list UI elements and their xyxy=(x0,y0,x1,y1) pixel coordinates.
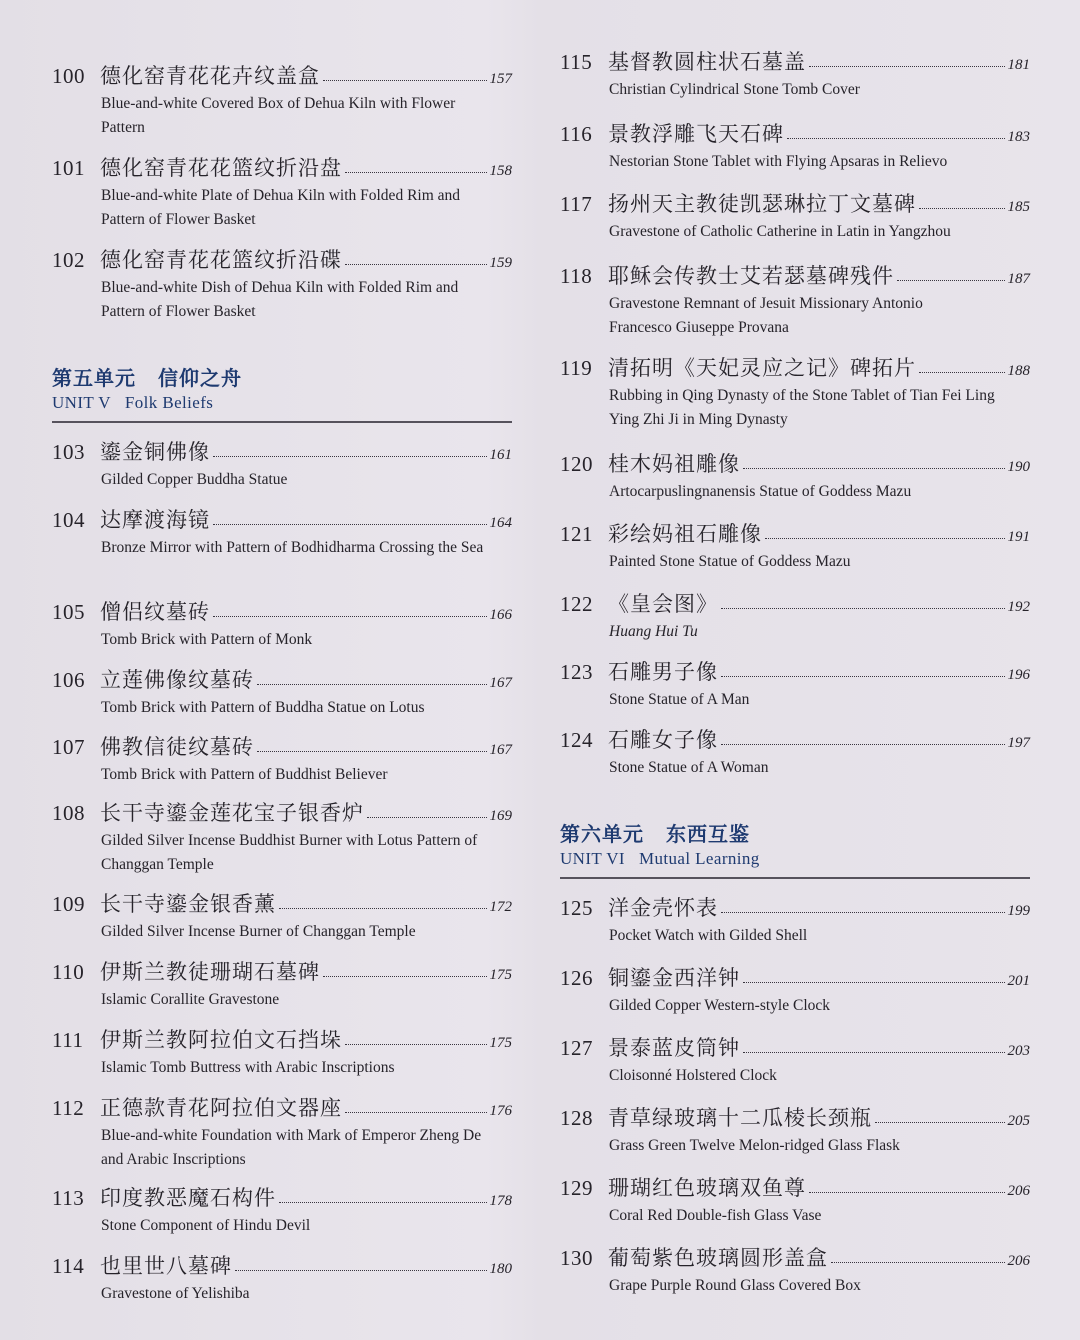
list-item xyxy=(560,46,1030,102)
item-page: 175 xyxy=(489,1035,512,1051)
item-title-cn: 石雕女子像 xyxy=(608,728,718,752)
list-item xyxy=(52,152,512,232)
leader-dots xyxy=(279,1202,487,1203)
item-title-en: Gilded Silver Incense Buddhist Burner with Lotus Pattern of Changgan Temple xyxy=(101,832,478,873)
item-number: 124 xyxy=(560,728,593,752)
item-number: 119 xyxy=(560,356,593,380)
item-title-en: Artocarpuslingnanensis Statue of Goddess Mazu xyxy=(609,483,912,500)
list-item xyxy=(560,448,1030,504)
list-item xyxy=(560,724,1030,780)
list-item xyxy=(52,956,512,1012)
item-title-cn: 景泰蓝皮筒钟 xyxy=(608,1036,740,1060)
list-item xyxy=(52,60,512,140)
item-page: 167 xyxy=(489,675,512,691)
item-page: 196 xyxy=(1007,667,1030,683)
item-title-cn: 景教浮雕飞天石碑 xyxy=(608,122,784,146)
item-page: 187 xyxy=(1007,271,1030,287)
item-title-en: Blue-and-white Foundation with Mark of Emperor Zheng De and Arabic Inscriptions xyxy=(101,1127,482,1168)
item-title-en: Nestorian Stone Tablet with Flying Apsaras in Relievo xyxy=(609,153,948,170)
leader-dots xyxy=(809,66,1005,67)
item-number: 128 xyxy=(560,1106,593,1130)
list-item xyxy=(52,797,512,877)
item-page: 199 xyxy=(1007,903,1030,919)
item-page: 175 xyxy=(489,967,512,983)
item-title-cn: 长干寺鎏金银香薰 xyxy=(100,892,276,916)
leader-dots xyxy=(279,908,487,909)
item-title-en: Gravestone of Catholic Catherine in Latin in Yangzhou xyxy=(609,223,951,240)
item-number: 104 xyxy=(52,508,85,532)
list-item xyxy=(52,504,512,560)
item-page: 191 xyxy=(1007,529,1030,545)
item-title-cn: 铜鎏金西洋钟 xyxy=(608,966,740,990)
item-number: 125 xyxy=(560,896,593,920)
leader-dots xyxy=(213,524,487,525)
item-title-en: Stone Statue of A Man xyxy=(609,691,750,708)
item-number: 129 xyxy=(560,1176,593,1200)
item-page: 166 xyxy=(489,607,512,623)
item-page: 159 xyxy=(489,255,512,271)
list-item xyxy=(560,118,1030,174)
item-title-cn: 伊斯兰教阿拉伯文石挡垛 xyxy=(100,1028,342,1052)
item-page: 169 xyxy=(489,808,512,824)
item-number: 117 xyxy=(560,192,593,216)
item-title-cn: 佛教信徒纹墓砖 xyxy=(100,735,254,759)
unit-number-en: UNIT VI xyxy=(560,849,625,868)
list-item xyxy=(52,731,512,787)
leader-dots xyxy=(213,616,487,617)
leader-dots xyxy=(721,676,1005,677)
list-item xyxy=(52,1182,512,1238)
item-number: 101 xyxy=(52,156,85,180)
item-number: 108 xyxy=(52,801,85,825)
item-page: 201 xyxy=(1007,973,1030,989)
item-title-cn: 鎏金铜佛像 xyxy=(100,440,210,464)
unit-title-cn: 东西互鉴 xyxy=(666,822,750,846)
leader-dots xyxy=(721,744,1005,745)
leader-dots xyxy=(367,817,487,818)
item-title-en: Cloisonné Holstered Clock xyxy=(609,1067,777,1084)
leader-dots xyxy=(809,1192,1005,1193)
item-number: 106 xyxy=(52,668,85,692)
leader-dots xyxy=(919,372,1005,373)
item-page: 190 xyxy=(1007,459,1030,475)
list-item xyxy=(560,518,1030,574)
item-title-cn: 立莲佛像纹墓砖 xyxy=(100,668,254,692)
item-page: 188 xyxy=(1007,363,1030,379)
leader-dots xyxy=(919,208,1005,209)
leader-dots xyxy=(345,1044,487,1045)
item-number: 102 xyxy=(52,248,85,272)
item-title-en: Gilded Copper Buddha Statue xyxy=(101,471,288,488)
item-title-cn: 僧侣纹墓砖 xyxy=(100,600,210,624)
leader-dots xyxy=(743,1052,1005,1053)
item-title-en: Bronze Mirror with Pattern of Bodhidharma Crossing the Sea xyxy=(101,539,484,556)
item-title-en: Blue-and-white Plate of Dehua Kiln with Folded Rim and Pattern of Flower Basket xyxy=(101,187,461,228)
list-item xyxy=(52,436,512,492)
item-title-en: Tomb Brick with Pattern of Monk xyxy=(101,631,313,648)
leader-dots xyxy=(721,608,1005,609)
item-number: 105 xyxy=(52,600,85,624)
item-page: 205 xyxy=(1007,1113,1030,1129)
unit-heading xyxy=(52,362,512,423)
item-number: 100 xyxy=(52,64,85,88)
item-title-en: Grass Green Twelve Melon-ridged Glass Flask xyxy=(609,1137,900,1154)
leader-dots xyxy=(721,912,1005,913)
item-title-en: Grape Purple Round Glass Covered Box xyxy=(609,1277,861,1294)
item-number: 112 xyxy=(52,1096,85,1120)
item-title-cn: 桂木妈祖雕像 xyxy=(608,452,740,476)
item-page: 157 xyxy=(489,71,512,87)
list-item xyxy=(52,244,512,324)
list-item xyxy=(560,352,1030,432)
list-item xyxy=(560,1032,1030,1088)
leader-dots xyxy=(897,280,1005,281)
list-item xyxy=(560,962,1030,1018)
leader-dots xyxy=(323,976,487,977)
item-number: 115 xyxy=(560,50,593,74)
item-number: 127 xyxy=(560,1036,593,1060)
item-page: 206 xyxy=(1007,1183,1030,1199)
list-item xyxy=(560,656,1030,712)
item-title-en: Painted Stone Statue of Goddess Mazu xyxy=(609,553,851,570)
leader-dots xyxy=(257,751,487,752)
item-title-en: Coral Red Double-fish Glass Vase xyxy=(609,1207,822,1224)
list-item xyxy=(560,1172,1030,1228)
leader-dots xyxy=(345,1112,487,1113)
list-item xyxy=(560,1102,1030,1158)
item-title-cn: 青草绿玻璃十二瓜棱长颈瓶 xyxy=(608,1106,872,1130)
item-number: 130 xyxy=(560,1246,593,1270)
item-page: 180 xyxy=(489,1261,512,1277)
list-item xyxy=(52,1024,512,1080)
unit-heading xyxy=(560,818,1030,879)
item-page: 185 xyxy=(1007,199,1030,215)
item-number: 114 xyxy=(52,1254,85,1278)
item-title-cn: 也里世八墓碑 xyxy=(100,1254,232,1278)
leader-dots xyxy=(257,684,487,685)
item-title-cn: 正德款青花阿拉伯文器座 xyxy=(100,1096,342,1120)
leader-dots xyxy=(743,982,1005,983)
item-title-cn: 石雕男子像 xyxy=(608,660,718,684)
list-item xyxy=(52,888,512,944)
item-title-cn: 珊瑚红色玻璃双鱼尊 xyxy=(608,1176,806,1200)
item-page: 183 xyxy=(1007,129,1030,145)
item-title-cn: 耶稣会传教士艾若瑟墓碑残件 xyxy=(608,264,894,288)
item-title-en: Tomb Brick with Pattern of Buddhist Believer xyxy=(101,766,388,783)
list-item xyxy=(52,596,512,652)
item-title-en: Islamic Tomb Buttress with Arabic Inscriptions xyxy=(101,1059,395,1076)
item-number: 123 xyxy=(560,660,593,684)
item-page: 181 xyxy=(1007,57,1030,73)
item-title-cn: 《皇会图》 xyxy=(608,592,718,616)
item-page: 158 xyxy=(489,163,512,179)
item-number: 120 xyxy=(560,452,593,476)
item-page: 197 xyxy=(1007,735,1030,751)
item-page: 192 xyxy=(1007,599,1030,615)
item-title-cn: 达摩渡海镜 xyxy=(100,508,210,532)
list-item xyxy=(52,1092,512,1172)
item-title-en: Tomb Brick with Pattern of Buddha Statue on Lotus xyxy=(101,699,425,716)
item-title-cn: 扬州天主教徒凯瑟琳拉丁文墓碑 xyxy=(608,192,916,216)
list-item xyxy=(560,892,1030,948)
leader-dots xyxy=(235,1270,487,1271)
item-title-en: Christian Cylindrical Stone Tomb Cover xyxy=(609,81,860,98)
unit-title-cn: 信仰之舟 xyxy=(158,366,242,390)
item-page: 161 xyxy=(489,447,512,463)
item-page: 176 xyxy=(489,1103,512,1119)
unit-divider xyxy=(52,421,512,423)
item-page: 172 xyxy=(489,899,512,915)
list-item xyxy=(560,188,1030,244)
unit-title-en: Mutual Learning xyxy=(638,849,760,868)
item-title-cn: 德化窑青花花篮纹折沿盘 xyxy=(100,156,342,180)
item-title-cn: 伊斯兰教徒珊瑚石墓碑 xyxy=(100,960,320,984)
item-page: 206 xyxy=(1007,1253,1030,1269)
leader-dots xyxy=(345,264,487,265)
item-number: 109 xyxy=(52,892,85,916)
item-title-en: Stone Statue of A Woman xyxy=(609,759,769,776)
leader-dots xyxy=(787,138,1005,139)
leader-dots xyxy=(743,468,1005,469)
leader-dots xyxy=(213,456,487,457)
list-item xyxy=(52,664,512,720)
item-title-cn: 德化窑青花花篮纹折沿碟 xyxy=(100,248,342,272)
leader-dots xyxy=(875,1122,1005,1123)
item-title-en: Gilded Copper Western-style Clock xyxy=(609,997,831,1014)
item-number: 107 xyxy=(52,735,85,759)
item-title-cn: 清拓明《天妃灵应之记》碑拓片 xyxy=(608,356,916,380)
item-title-cn: 长干寺鎏金莲花宝子银香炉 xyxy=(100,801,364,825)
item-number: 110 xyxy=(52,960,85,984)
item-title-en: Gilded Silver Incense Burner of Changgan Temple xyxy=(101,923,416,940)
item-number: 122 xyxy=(560,592,593,616)
leader-dots xyxy=(345,172,487,173)
item-title-cn: 洋金壳怀表 xyxy=(608,896,718,920)
item-title-en: Rubbing in Qing Dynasty of the Stone Tablet of Tian Fei Ling Ying Zhi Ji in Ming Dynasty xyxy=(609,387,995,428)
item-title-cn: 葡萄紫色玻璃圆形盖盒 xyxy=(608,1246,828,1270)
item-page: 167 xyxy=(489,742,512,758)
list-item xyxy=(560,588,1030,644)
list-item xyxy=(560,1242,1030,1298)
unit-number-en: UNIT V xyxy=(52,393,111,412)
item-page: 178 xyxy=(489,1193,512,1209)
leader-dots xyxy=(323,80,487,81)
item-number: 126 xyxy=(560,966,593,990)
leader-dots xyxy=(765,538,1005,539)
item-number: 118 xyxy=(560,264,593,288)
item-title-cn: 彩绘妈祖石雕像 xyxy=(608,522,762,546)
leader-dots xyxy=(831,1262,1005,1263)
list-item xyxy=(52,1250,512,1306)
item-title-en: Blue-and-white Covered Box of Dehua Kiln with Flower Pattern xyxy=(101,95,456,136)
item-title-cn: 基督教圆柱状石墓盖 xyxy=(608,50,806,74)
unit-title-en: Folk Beliefs xyxy=(124,393,214,412)
item-number: 116 xyxy=(560,122,593,146)
item-number: 111 xyxy=(52,1028,84,1052)
item-number: 113 xyxy=(52,1186,85,1210)
unit-divider xyxy=(560,877,1030,879)
item-title-en: Blue-and-white Dish of Dehua Kiln with Folded Rim and Pattern of Flower Basket xyxy=(101,279,459,320)
item-number: 121 xyxy=(560,522,593,546)
item-title-cn: 德化窑青花花卉纹盖盒 xyxy=(100,64,320,88)
item-title-en: Pocket Watch with Gilded Shell xyxy=(609,927,808,944)
item-title-en: Gravestone Remnant of Jesuit Missionary Antonio Francesco Giuseppe Provana xyxy=(609,295,923,336)
item-title-en: Islamic Corallite Gravestone xyxy=(101,991,280,1008)
item-title-en: Stone Component of Hindu Devil xyxy=(101,1217,311,1234)
item-title-en: Huang Hui Tu xyxy=(609,623,698,640)
unit-number-cn: 第六单元 xyxy=(560,822,644,846)
item-page: 203 xyxy=(1007,1043,1030,1059)
item-page: 164 xyxy=(489,515,512,531)
list-item xyxy=(560,260,1030,340)
unit-number-cn: 第五单元 xyxy=(52,366,136,390)
item-title-en: Gravestone of Yelishiba xyxy=(101,1285,250,1302)
item-number: 103 xyxy=(52,440,85,464)
item-title-cn: 印度教恶魔石构件 xyxy=(100,1186,276,1210)
